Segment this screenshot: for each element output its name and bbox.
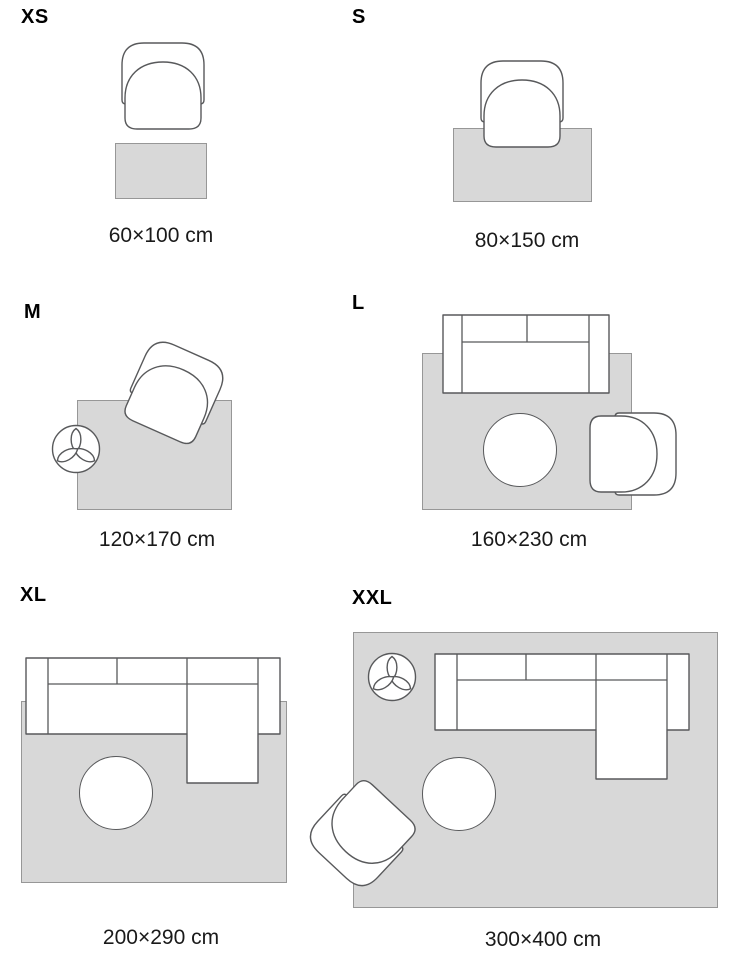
round-pouf-icon <box>79 756 153 830</box>
sofa-icon <box>442 314 610 394</box>
armchair-icon <box>587 411 679 497</box>
rug-dimensions-s: 80×150 cm <box>474 229 580 252</box>
round-pouf-icon <box>422 757 496 831</box>
rug-dimensions-xs: 60×100 cm <box>108 224 214 247</box>
size-label-s: S <box>352 6 366 28</box>
rug-dimensions-xl: 200×290 cm <box>102 926 220 949</box>
size-label-xl: XL <box>20 584 47 606</box>
rug-dimensions-m: 120×170 cm <box>98 528 216 551</box>
round-pouf-icon <box>483 413 557 487</box>
armchair-icon <box>120 40 206 132</box>
size-label-l: L <box>352 292 365 314</box>
plant-icon <box>367 652 417 702</box>
rug-dimensions-l: 160×230 cm <box>470 528 588 551</box>
rug-dimensions-xxl: 300×400 cm <box>484 928 602 951</box>
size-label-xxl: XXL <box>352 587 393 609</box>
size-label-xs: XS <box>21 6 49 28</box>
armchair-icon <box>479 58 565 150</box>
size-label-m: M <box>24 301 42 323</box>
rug-xs <box>115 143 207 199</box>
plant-icon <box>51 424 101 474</box>
sectional-sofa-icon <box>25 657 281 785</box>
